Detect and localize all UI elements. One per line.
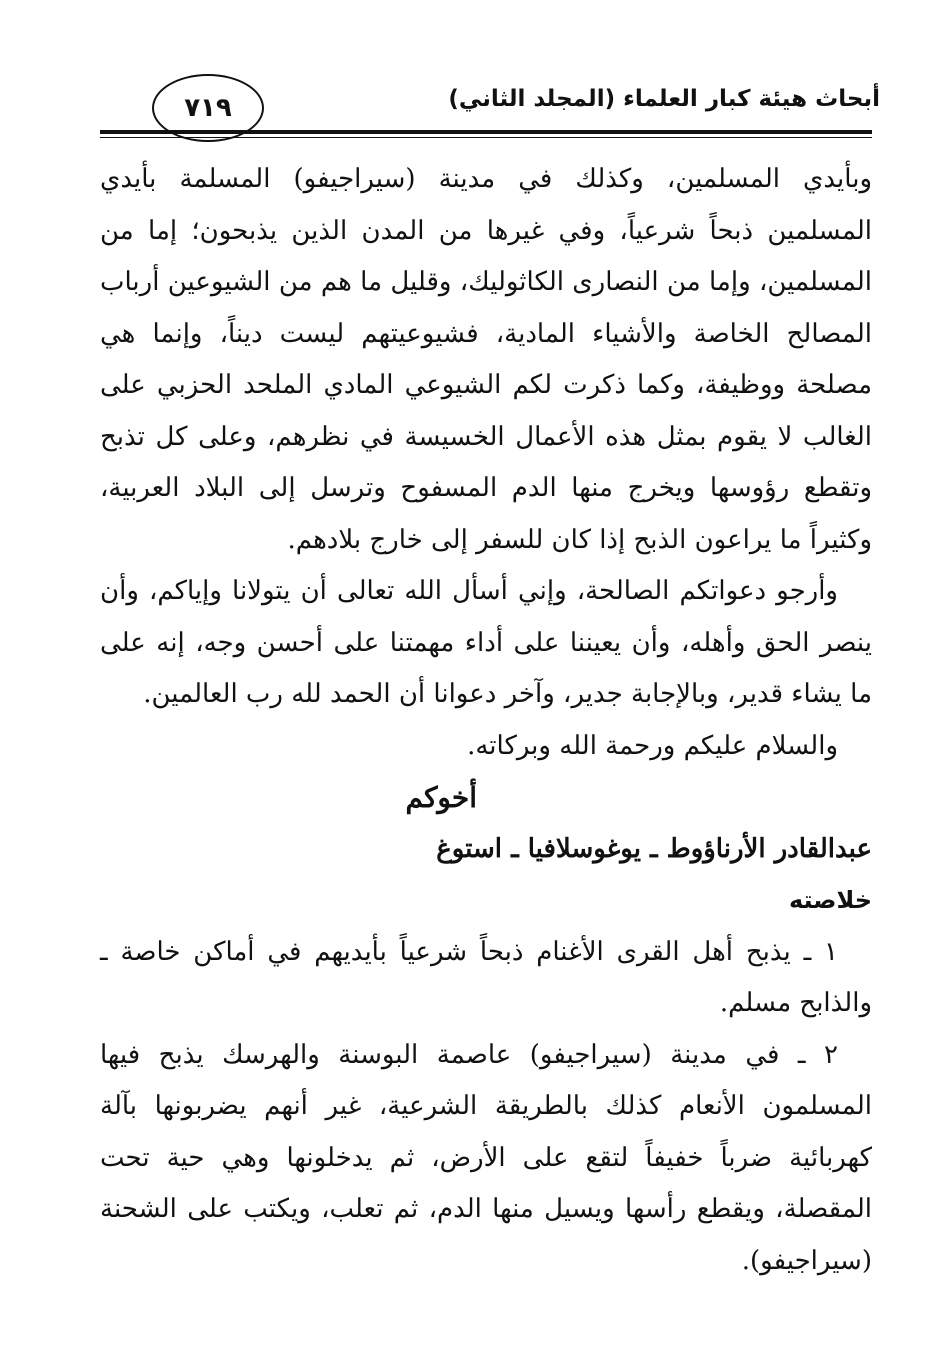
page-header: [100, 72, 880, 132]
paragraph-1: وبأيدي المسلمين، وكذلك في مدينة (سيراجيفو) المسلمة بأيدي المسلمين ذبحاً شرعياً، وفي غيرها من المدن الذين يذبحون؛ إما من المسلمين، وإما من النصارى الكاثوليك، وقليل ما هم من الشيوعين أرباب المصالح الخاصة والأشياء المادية، فشيوعيتهم ليست ديناً، وإنما هي مصلحة ووظيفة، وكما ذكرت لكم الشيوعي المادي الملحد الحزبي على الغالب لا يقوم بمثل هذه الأعمال الخسيسة في نظرهم، وعلى كل تذبح وتقطع رؤوسها ويخرج منها الدم المسفوح وترسل إلى البلاد العربية، وكثيراً ما يراعون الذبح إذا كان للسفر إلى خارج بلادهم.: [100, 164, 872, 555]
summary-heading: [100, 875, 872, 927]
running-header-title: أبحاث هيئة كبار العلماء (المجلد الثاني): [448, 86, 880, 112]
header-rule: [100, 130, 872, 134]
body-text: [100, 154, 872, 1287]
summary-item-2: ٢ ـ في مدينة (سيراجيفو) عاصمة البوسنة والهرسك يذبح فيها المسلمون الأنعام كذلك بالطريقة الشرعية، غير أنهم يضربونها بآلة كهربائية ضرباً خفيفاً لتقع على الأرض، ثم يدخلونها وهي حية تحت المقصلة، ويقطع رأسها ويسيل منها الدم، ثم تعلب، ويكتب على الشحنة (سيراجيفو).: [100, 1039, 872, 1276]
paragraph-2: وأرجو دعواتكم الصالحة، وإني أسأل الله تعالى أن يتولانا وإياكم، وأن ينصر الحق وأهله، وأن يعيننا على أداء مهمتنا على أحسن وجه، إنه على ما يشاء قدير، وبالإجابة جدير، وآخر دعوانا أن الحمد لله رب العالمين.: [100, 576, 872, 709]
signature-salutation: أخوكم: [405, 781, 477, 814]
summary-item-1: ١ ـ يذبح أهل القرى الأغنام ذبحاً شرعياً بأيديهم في أماكن خاصة ـ والذابح مسلم.: [100, 936, 872, 1018]
summary-heading-text: خلاصته: [788, 886, 872, 914]
signature-name: عبدالقادر الأرناؤوط ـ يوغوسلافيا ـ استوغ: [436, 833, 872, 864]
page-number: ٧١٩: [152, 74, 264, 142]
header-rule-thin: [100, 137, 872, 138]
closing-greeting: والسلام عليكم ورحمة الله وبركاته.: [467, 730, 838, 761]
